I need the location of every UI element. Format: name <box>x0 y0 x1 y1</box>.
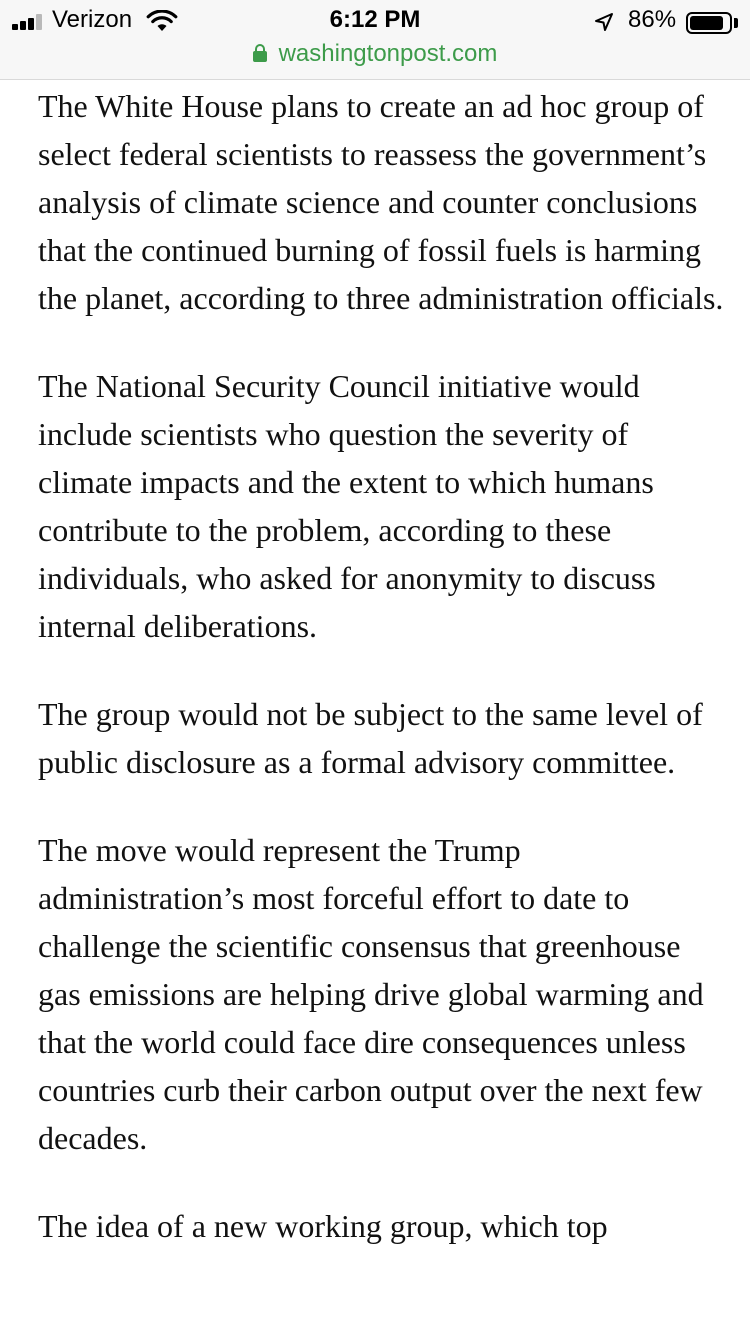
battery-level-fill <box>690 16 723 30</box>
clock-time: 6:12 PM <box>329 6 421 33</box>
address-bar[interactable] <box>0 38 750 70</box>
status-bar-row <box>0 4 750 36</box>
url-text[interactable]: washingtonpost.com <box>278 40 498 67</box>
carrier-name: Verizon <box>52 6 133 33</box>
battery-cap <box>734 18 738 28</box>
article-body <box>38 82 728 1290</box>
battery-icon <box>686 12 732 34</box>
article-paragraph-3: The group would not be subject to the same level of public disclosure as a formal advisory committee. <box>38 696 703 780</box>
lock-body <box>253 51 267 62</box>
article-paragraph-4: The move would represent the Trump administration’s most forceful effort to date to challenge the scientific consensus that greenhouse gas emissions are helping drive global warming and that the world could face dire consequences unless countries curb their carbon output over the next few decades. <box>38 832 704 1156</box>
article-paragraph-5: The idea of a new working group, which top <box>38 1208 608 1244</box>
article-paragraph-1: The White House plans to create an ad hoc group of select federal scientists to reassess the government’s analysis of climate science and counter conclusions that the continued burning of fossil fuels is harming the planet, according to three administration officials. <box>38 88 724 316</box>
location-arrow-icon <box>594 12 614 32</box>
lock-icon <box>253 44 267 62</box>
status-bar <box>0 0 750 80</box>
battery-percentage: 86% <box>628 6 677 33</box>
article-paragraph-2: The National Security Council initiative would include scientists who question the severity of climate impacts and the extent to which humans contribute to the problem, according to these individuals, who asked for anonymity to discuss internal deliberations. <box>38 368 656 644</box>
